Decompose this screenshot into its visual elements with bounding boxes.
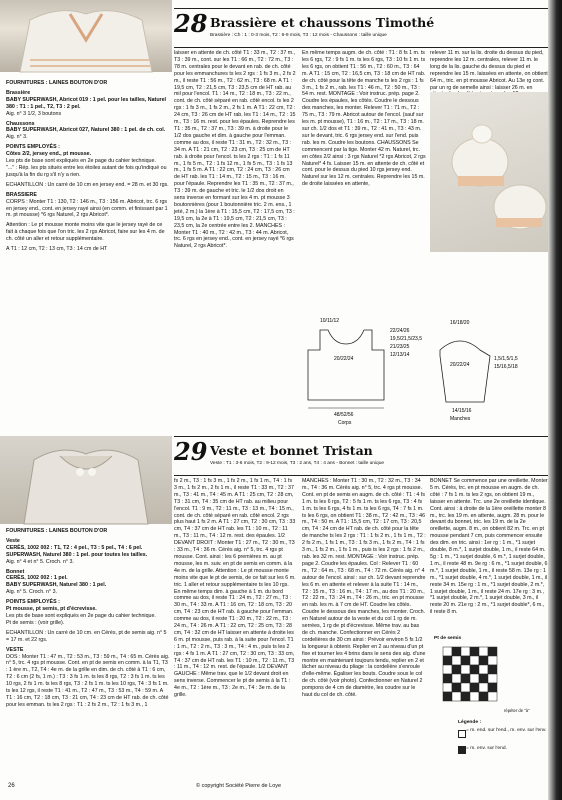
grid-cell (488, 692, 497, 701)
baby-jacket-photo (0, 436, 172, 524)
instruction-paragraph: En même temps augm. de ch. côté : T1 : 8 fs 1 m. ts les 6 rgs, T2 : 9 fs 1 m. ts les 6 rgs, T3 : 10 fs 1 m. ts les 6 rgs, on obtient T1 : 56 m., T2 : 60 m., T3 : 64 m. A T1 : 15 cm, T2 : 16,5 cm, T3 : 18 cm de HT rab. de ch. côté pour la tête de manche ts les 2 rgs : 1 fs 3 m., 1 fs 2 m., rab. les T1 : 46 m., T2 : 50 m., T3 : 54 m. rest. MONTAGE : Voir instruc. prép. page 2. Coudre les épaules, les côtés. Coudre le dessous des manches, les monter. Relever T1 : 71 m., T2 : 75 m., T3 : 79 m. Abricot autour de l'encol. (sauf sur les m. pt mousse), T1 : 16 m., T2 : 17 m., T3 : 18 m. sur ch. 1/2 dos et T1 : 39 m., T2 : 41 m., T3 : 43 m. sur le devant, tric. 6 rgs jersey end. sur l'end. puis rab. les m. Coudre les boutons. CHAUSSONS Se commencent par la tige. Monter 42 m. Naturel, trc. en côtes 2/2 ainsi : 3 rgs Naturel *2 rgs Abricot, 2 rgs Naturel* 4 fs. Laisser 15 m. en attente de ch. côté et cont. pour le dessus du pied 10 rgs jersey end. Naturel sur les 12 m. centrales. Reprendre les 15 m. de droite laissées en attente, (302, 50, 426, 188)
stitch-item: Pt de semis : (voir grille). (6, 619, 65, 626)
grid-cell (488, 656, 497, 665)
section-heading: VESTE (6, 646, 24, 653)
manches-mid-dim: 20/22/24 (450, 362, 470, 368)
manches-label: Manches (450, 416, 471, 422)
stitch-item: Les pts de base sont expliqués en 2e page du cahier technique. (6, 612, 156, 619)
legend-filled-swatch (458, 746, 466, 754)
corps-right-dim-4: 12/13/14 (390, 352, 410, 358)
instruction-paragraph: Attention : Le pt mousse monte moins vite que le jersey rayé de ce fait à chaque fois que l'on tric. les 2 rgs Abricot, faire sur les 4 m. de ch. côté un aller et retour supplémentaire. (6, 222, 165, 243)
legend-empty-swatch (458, 730, 466, 738)
pattern-29-title: Veste et bonnet Tristan (210, 443, 373, 458)
grid-cell (479, 692, 488, 701)
pattern-28-number: 28 (174, 9, 208, 38)
pattern-29-col-2 (174, 478, 296, 788)
manches-schematic (440, 341, 490, 402)
grid-cell (443, 665, 452, 674)
grid-cell (461, 656, 470, 665)
grid-cell (443, 683, 452, 692)
grid-title: Pt de semis (434, 636, 462, 641)
supplies-heading: FOURNITURES : LAINES BOUTON D'OR (6, 528, 108, 534)
corps-schematic (308, 330, 384, 408)
grid-cell (488, 674, 497, 683)
pattern-29-col-4 (430, 478, 548, 630)
grid-cell (461, 674, 470, 683)
section-heading: BRASSIERE (6, 191, 37, 198)
grid-cell (479, 656, 488, 665)
grid-chart (442, 646, 502, 712)
legend-item-1: = m. end. sur l'end., m. env. sur l'env. (466, 728, 547, 733)
pattern-28-title: Brassière et chaussons Timothé (210, 15, 435, 30)
grid-cell (452, 656, 461, 665)
grid-cell (452, 674, 461, 683)
seed-stitch-grid (434, 636, 550, 786)
grid-cell (470, 665, 479, 674)
supplies-item: CERÈS, 1002 002 : T1, T2 : 4 pel., T3 : 5 pel., T4 : 6 pel. (6, 544, 143, 551)
instruction-paragraph: CORPS : Monter T1 : 130, T2 : 146 m., T3 : 156 m. Abricot, trc. 6 rgs en jersey end., cont. en jersey rayé ainsi (en comm. et finissant par 1 m. pt mousse) *6 rgs Naturel, 2 rgs Abricot*. (6, 198, 168, 219)
grid-cell (443, 692, 452, 701)
stitch-item: Les pts de base sont expliqués en 2e page du cahier technique. (6, 158, 156, 165)
legend-item-2: = m. env. sur l'end. (466, 746, 507, 751)
corps-mid-dim: 20/22/24 (334, 356, 354, 362)
instruction-paragraph: BONNET Se commence par une oreillette. Monter 5 m. Cérès, trc. en pt mousse en augm. de ch. côté : 7 fs 1 m. ts les 2 rgs, on obtient 19 m., laisser en attente. Trc. une 2e oreillette identique. Cont. ainsi : à droite de la 1ère oreillette monter 8 m., trc. les 19 m. en attente, augm. 28 m. pour le devant du bonnet, tric. les 19 m. de la 2e oreillette, augm. 8 m., on obtient 82 m. Trc. en pt mousse pendant 7 cm, puis commencer ensuite des dim. en tric. ainsi : 1er rg : 1 m., *1 surjet double, 8 m.*, 1 surjet double, 1 m., il reste 64 m. 5g : 1 m., *1 surjet double, 6 m.*, 1 surjet double, 1 m., il reste 48 m. 9e rg : 6 m., *1 surjet double, 6 m.*, 1 surjet double, 1 m., il reste 58 m. 13e rg : 1 m., *1 surjet double, 4 m.*, 1 surjet double, 1 m., il reste 34 m. 15e rg : 1 m., *1 surjet double, 2 m.*, 1 surjet double, 1 m., il reste 24 m. 17e rg : 3 m., *1 surjet double, 2 m.*, 1 surjet double, 3 m., il reste 20 m. 21e rg : 2 m., *1 surjet double*, 6 m., il reste 8 m. (430, 478, 548, 616)
grid-cell (470, 647, 479, 656)
pattern-29-col-3 (302, 478, 426, 788)
book-spine-shadow (548, 0, 562, 800)
supplies-item: Bonnet (6, 568, 25, 575)
grid-cell (470, 692, 479, 701)
pattern-29-col-1 (6, 528, 170, 788)
supplies-item: Aig. n° 3 1/2, 3 boutons (6, 110, 62, 117)
grid-cell (488, 647, 497, 656)
stitch-item: Côtes 2/2, jersey end., pt mousse. (6, 151, 92, 158)
grid-cell (470, 656, 479, 665)
manches-right-dim: 1,5/1,5/1,5 (494, 356, 518, 362)
grid-cell (461, 692, 470, 701)
stitches-heading: POINTS EMPLOYÉS : (6, 144, 60, 151)
grid-cell (461, 647, 470, 656)
grid-cell (479, 683, 488, 692)
grid-cell (470, 683, 479, 692)
booties-photo (430, 92, 550, 252)
grid-cell (452, 683, 461, 692)
pattern-28-subtitle: Brassière : Ch : 1 : 0-3 mois, T2 : 6-9 mois, T3 : 12 mois - Chaussons : taille unique (210, 33, 387, 38)
grid-cell (452, 692, 461, 701)
corps-width-dim: 48/52/56 (334, 412, 354, 418)
supplies-item: BABY SUPERWASH, Naturel 380 : 1 pel. (6, 582, 107, 589)
grid-cell (443, 647, 452, 656)
supplies-item: Aig. n° 4 et n° 5. Croch. n° 3. (6, 558, 74, 565)
instruction-paragraph: fs 2 m., T3 : 1 fs 3 m., 1 fs 2 m., 1 fs 1 m., T4 : 1 fs 3 m., 1 fs 2 m., 2 fs 1 m., il reste T1 : 33 m., T2 : 37 m., T3 : 41 m., T4 : 45 m. A T1 : 25 cm, T2 : 28 cm, T3 : 31 cm, T4 : 35 cm de HT rab. au milieu pour l'encol. T1 : 9 m., T2 : 11 m., T3 : 13 m., T4 : 15 m., cont. de ch. côté séparé en rab. côté encol. 2 rgs plus haut 1 fs 2 m. A T1 : 27 cm, T2 : 30 cm, T3 : 33 cm, T4 : 37 cm de HT rab. les T1 : 10 m., T2 : 11 m., T3 : 11 m., T4 : 12 m. rest. des épaules. 1/2 DEVANT DROIT : Monter T1 : 27 m., T2 : 30 m., T3 : 33 m., T4 : 36 m. Cérès aig. n° 5, trc. 4 rgs pt mousse. Cont. ainsi : les 6 premières m. au pt mousse, les m. suiv. en pt de semis en comm. à la 4e m. de la grille. Attention : Le pt mousse monte moins vite que le pt de semis, de ce fait sur les 6 m. tric. 1 aller et retour supplémentaire ts les 10 rgs. En même temps dim. à gauche à 1 m. du bord comme au dos, il reste T1 : 24 m., T2 : 27 m., T3 : 30 m., T4 : 33 m. A T1 : 16 cm, T2 : 18 cm, T3 : 20 cm, T4 : 23 cm de HT rab. à gauche pour l'emman. comme au dos, il reste T1 : 20 m., T2 : 22 m., T3 : 24 m., T4 : 26 m. A T1 : 22 cm, T2 : 25 cm, T3 : 28 cm, T4 : 32 cm de HT laisser en attente à droite les 6 m. pt mousse, puis rab. à la suite pour l'encol. T1 : 1 m., T2 : 2 m., T3 : 3 m., T4 : 4 m., puis ts les 2 rgs : 4 fs 1 m. A T1 : 27 cm, T2 : 30 cm, T3 : 33 cm, T4 : 37 cm de HT rab. les T1 : 10 m., T2 : 11 m., T3 : 11 m., T4 : 12 m. rest. de l'épaule. 1/2 DEVANT GAUCHE : Même trav. que le 1/2 devant droit en sens inverse. Commencer le pt de semis à la T1 : 4e m., T2 : 1ère m., T3 : 2e m., T4 : 3e m. de la grille. (174, 478, 296, 699)
grid-cell (443, 674, 452, 683)
pattern-29-number: 29 (174, 437, 208, 466)
pattern-28-col-1 (6, 80, 170, 430)
manches-width-dim: 14/15/16 (452, 408, 472, 414)
supplies-item: Aig. n° 5. Croch. n° 3. (6, 589, 58, 596)
supplies-heading: FOURNITURES : LAINES BOUTON D'OR (6, 80, 108, 86)
grid-cell (488, 683, 497, 692)
grid-cell (479, 647, 488, 656)
pattern-29-header (174, 436, 548, 476)
supplies-item: CERÈS, 1002 002 : 1 pel. (6, 575, 68, 582)
supplies-item: Brassière (6, 89, 31, 96)
pattern-28-col-3 (302, 50, 426, 288)
grid-cell (452, 647, 461, 656)
baby-cardigan-photo (0, 0, 172, 72)
grid-cell (461, 683, 470, 692)
corps-right-dim-2: 19,5/21,5/23,5 (390, 336, 422, 342)
supplies-item: Aig. n° 3. (6, 134, 28, 141)
schematic-diagram (300, 290, 550, 440)
corps-right-dim-3: 21/23/25 (390, 344, 410, 350)
instruction-paragraph: MANCHES : Monter T1 : 30 m., T2 : 32 m., T3 : 34 m., T4 : 36 m. Cérès aig. n° 5, trc. 4 rgs pt mousse. Cont. en pt de semis en augm. de ch. côté : T1 : 4 fs 1 m. ts les 6 rgs, T2 : 5 fs 1 m. ts les 6 rgs, T3 : 4 fs 1 m. ts les 6 rgs, 4 fs 1 m. ts les 6 rgs, T4 : 7 fs 1 m. ts les 6 rgs, on obtient T1 : 38 m., T2 : 42 m., T3 : 46 m., T4 : 50 m. A T1 : 15,5 cm, T2 : 17 cm, T3 : 20,5 cm, T4 : 24 cm de HT rab. de ch. côté pour la tête de manche ts les 2 rgs : T1 : 1 fs 2 m., 1 fs 1 m., T2 : 2 fs 2 m., 1 fs 1 m., T3 : 1 fs 3 m., 1 fs 2 m., T4 : 1 fs 3 m., 1 fs 2 m., 1 fs 1 m., puis ts les 2 rgs : 1 fs 2 m., rab. les 32 m. rest. MONTAGE : Voir instruc. prép. page 2. Coudre les épaules. Col : Relever T1 : 60 m., T2 : 64 m., T3 : 68 m., T4 : 72 m. Cérès aig. n° 4 autour de l'encol. ainsi : sur ch. 1/2 devant reprendre les 6 m. en attente et relever à la suite T1 : 14 m., T2 : 15 m., T3 : 16 m., T4 : 17 m., au dos T1 : 20 m., T2 : 22 m., T3 : 24 m., T4 : 26 m., tric. en pt mousse en rab. les m. à 7 cm de HT. Coudre les côtés. Coudre le dessous des manches, les monter. Croch. en Naturel autour de la veste et du col 1 rg de m. serrées, 1 rg de pt d'écrevisse. Même trav. au bas de ch. manche. Confectionner en Cérès 2 cordelières de 30 cm ainsi : Prévoir environ 5 fs 1/2 la longueur à obtenir. Replier en 2 au niveau d'un pt fixe et tourner les 4 brins dans le sens des aig. d'une montre en maintenant toujours tendu, replier en 2 et lâcher au niveau du pliage : la cordelière s'enroule d'elle-même. Égaliser les bouts. Coudre sous le col de ch. côté (voir photo). Confectionner en Naturel 2 pompons de 4 cm de diamètre, les coudre sur le haut du col de ch. côté. (302, 478, 426, 699)
grid-cell (452, 665, 461, 674)
stitches-heading: POINTS EMPLOYÉS : (6, 599, 60, 606)
manches-top-dim: 16/18/20 (450, 320, 470, 326)
instruction-paragraph: DOS : Monter T1 : 47 m., T2 : 53 m., T3 : 59 m., T4 : 65 m. Cérès aig. n° 5, trc. 4 rgs pt mousse. Cont. en pt de semis en comm. à la T1, T3 : 1 ère m., T2, T4 : 4e m. de la grille en dim. de ch. côté à T1 : 6 cm, T2 : 6 cm (2 fs, 1 m.) : T3 : 3 fs 1 m. ts les 8 rgs, T2 : 3 fs 1 m. ts les 10 rgs, 2 fs 1 m. ts les 8 rgs, T3 : 2 fs 1 m. ts les 10 rgs, T4 : 3 fs 1 m. ts les 12 rgs, il reste T1 : 41 m., T2 : 47 m., T3 : 53 m., T4 : 59 m. A T1 : 16 cm, T2 : 18 cm, T3 : 21 cm, T4 : 23 cm de HT rab. de ch. côté pour les emman. ts les 2 rgs : T1 : 2 fs 2 m., T2 : 1 fs 3 m., 1 (6, 653, 170, 708)
grid-cell (461, 665, 470, 674)
pattern-28-col-2 (174, 50, 296, 430)
supplies-item: BABY SUPERWASH, Abricot 019 : 1 pel. pour les tailles, Naturel 380 : T1 : 1 pel., T2, T3 : 2 pel. (6, 96, 167, 110)
stitch-item: "..." : Rép. les pts situés entre les étoiles autant de fois qu'indiqué ou jusqu'à la fin du rg s'il n'y a rien. (6, 164, 167, 178)
legend-title: Légende : (458, 720, 482, 725)
grid-cell (443, 656, 452, 665)
instruction-paragraph: relever 11 m. sur la lis. droite du dessus du pied, reprendre les 12 m. centrales, relever 11 m. le long de la lis. gauche du dessus du pied et reprendre les 15 m. laissées en attente, on obtient 64 m., tric. en pt mousse Abricot. Au 13e rg cont. par un rg de semelle ainsi : laisser 26 m. en (430, 50, 548, 91)
supplies-item: Veste (6, 537, 20, 544)
corps-label: Corps (338, 420, 352, 426)
stitch-item: Pt mousse, pt semis, pt d'écrevisse. (6, 606, 97, 613)
grid-cell (479, 674, 488, 683)
instruction-paragraph: laisser en attente de ch. côté T1 : 33 m., T2 : 37 m., T3 : 39 m., cont. sur les T1 : 66 m., T2 : 72 m., T3 : 78 m. centrales pour le devant en rab. de ch. côté pour les emmanchures ts les 2 rgs : 1 fs 3 m., 2 fs 2 m., il reste T1 : 56 m., T2 : 62 m., T3 : 68 m. A T1 : 19,5 cm, T2 : 21,5 cm, T3 : 23,5 cm de HT rab. au mil pour l'encol. T1 : 14 m., T2 : 18 m., T3 : 22 m., cont. de ch. côté séparé en rab. côté encol. ts les 2 rgs : 1 fs 3 m., 1 fs 2 m., 2 fs 1 m. A T1 : 22 cm, T2 : 24 cm, T3 : 26 cm de HT rab. les T1 : 14 m., T2 : 15 m., T3 : 16 m. rest. pour les épaules. Reprendre les T1 : 35 m., T2 : 37 m., T3 : 39 m. à droite pour le 1/2 dos gauche et dim. à gauche pour l'emman. comme au dos, il reste T1 : 31 m., T2 : 32 m., T3 : 34 m. A T1 : 21 cm, T2 : 23 cm, T3 : 25 cm de HT rab. à droite pour l'encol. ts les 2 rgs : T1 : 1 fs 11 m., 1 fs 5 m., T2 : 1 fs 12 m., 1 fs 5 m., T3 : 1 fs 13 m., 1 fs 5 m. A T1 : 22 cm, T2 : 24 cm, T3 : 26 cm de HT rab. les T1 : 14 m., T2 : 15 m., T3 : 16 m. pour l'épaule. Reprendre les T1 : 35 m., T2 : 37 m., T3 : 39 m. de gauche et tric. le 1/2 dos droit en sens inverse en formant sur les 4 m. pt mousse 3 boutonnières (pour 1 boutonnière tric. 2 m. ens., 1 jeté, 2 m.) la 1ère à T1 : 15,5 cm, T2 : 17,5 cm, T3 : 19,5 cm, la 2e à T1 : 19,5 cm, T2 : 21,5 cm, T3 : 23,5 cm, la 2e centrée entre les 2. MANCHES : Monter T1 : 40 m., T2 : 42 m., T3 : 44 m. Abricot, trc. 6 rgs en jersey end., cont. en jersey rayé *6 rgs Naturel, 2 rgs Abricot*. (174, 50, 296, 250)
grid-cell (470, 674, 479, 683)
grid-cell (488, 665, 497, 674)
copyright: © copyright Société Pierre de Loye (196, 783, 282, 789)
grid-cell (479, 665, 488, 674)
supplies-item: Chaussons (6, 120, 35, 127)
manches-right-dim-2: 15/16,5/18 (494, 364, 518, 370)
corps-left-dim: 10/11/12 (320, 318, 340, 324)
supplies-item: BABY SUPERWASH, Abricot 027, Naturel 380 : 1 pel. de ch. col. (6, 127, 166, 134)
pattern-28-col-4 (430, 50, 548, 90)
grid-repeat-label: répéter de "à" (504, 708, 530, 713)
supplies-item: SUPERWASH, Naturel 380 : 1 pel. pour toutes les tailles. (6, 551, 148, 558)
pattern-28-header (174, 8, 548, 48)
gauge-text: ECHANTILLON : Un carré de 10 cm en jersey end. = 28 m. et 30 rgs. (6, 181, 169, 188)
corps-right-dim: 22/24/26 (390, 328, 410, 334)
page-number: 26 (8, 783, 15, 789)
instruction-paragraph: A T1 : 12 cm, T2 : 13 cm, T3 : 14 cm de HT (6, 246, 108, 253)
pattern-29-subtitle: Veste : T1 : 3-6 mois, T2 : 9-12 mois, T3 : 2 ans, T4 : 4 ans - Bonnet : taille unique (210, 461, 385, 466)
gauge-text: ECHANTILLON : Un carré de 10 cm. en Cérès, pt de semis aig. n° 5 = 17 m. et 22 rgs. (6, 629, 167, 643)
